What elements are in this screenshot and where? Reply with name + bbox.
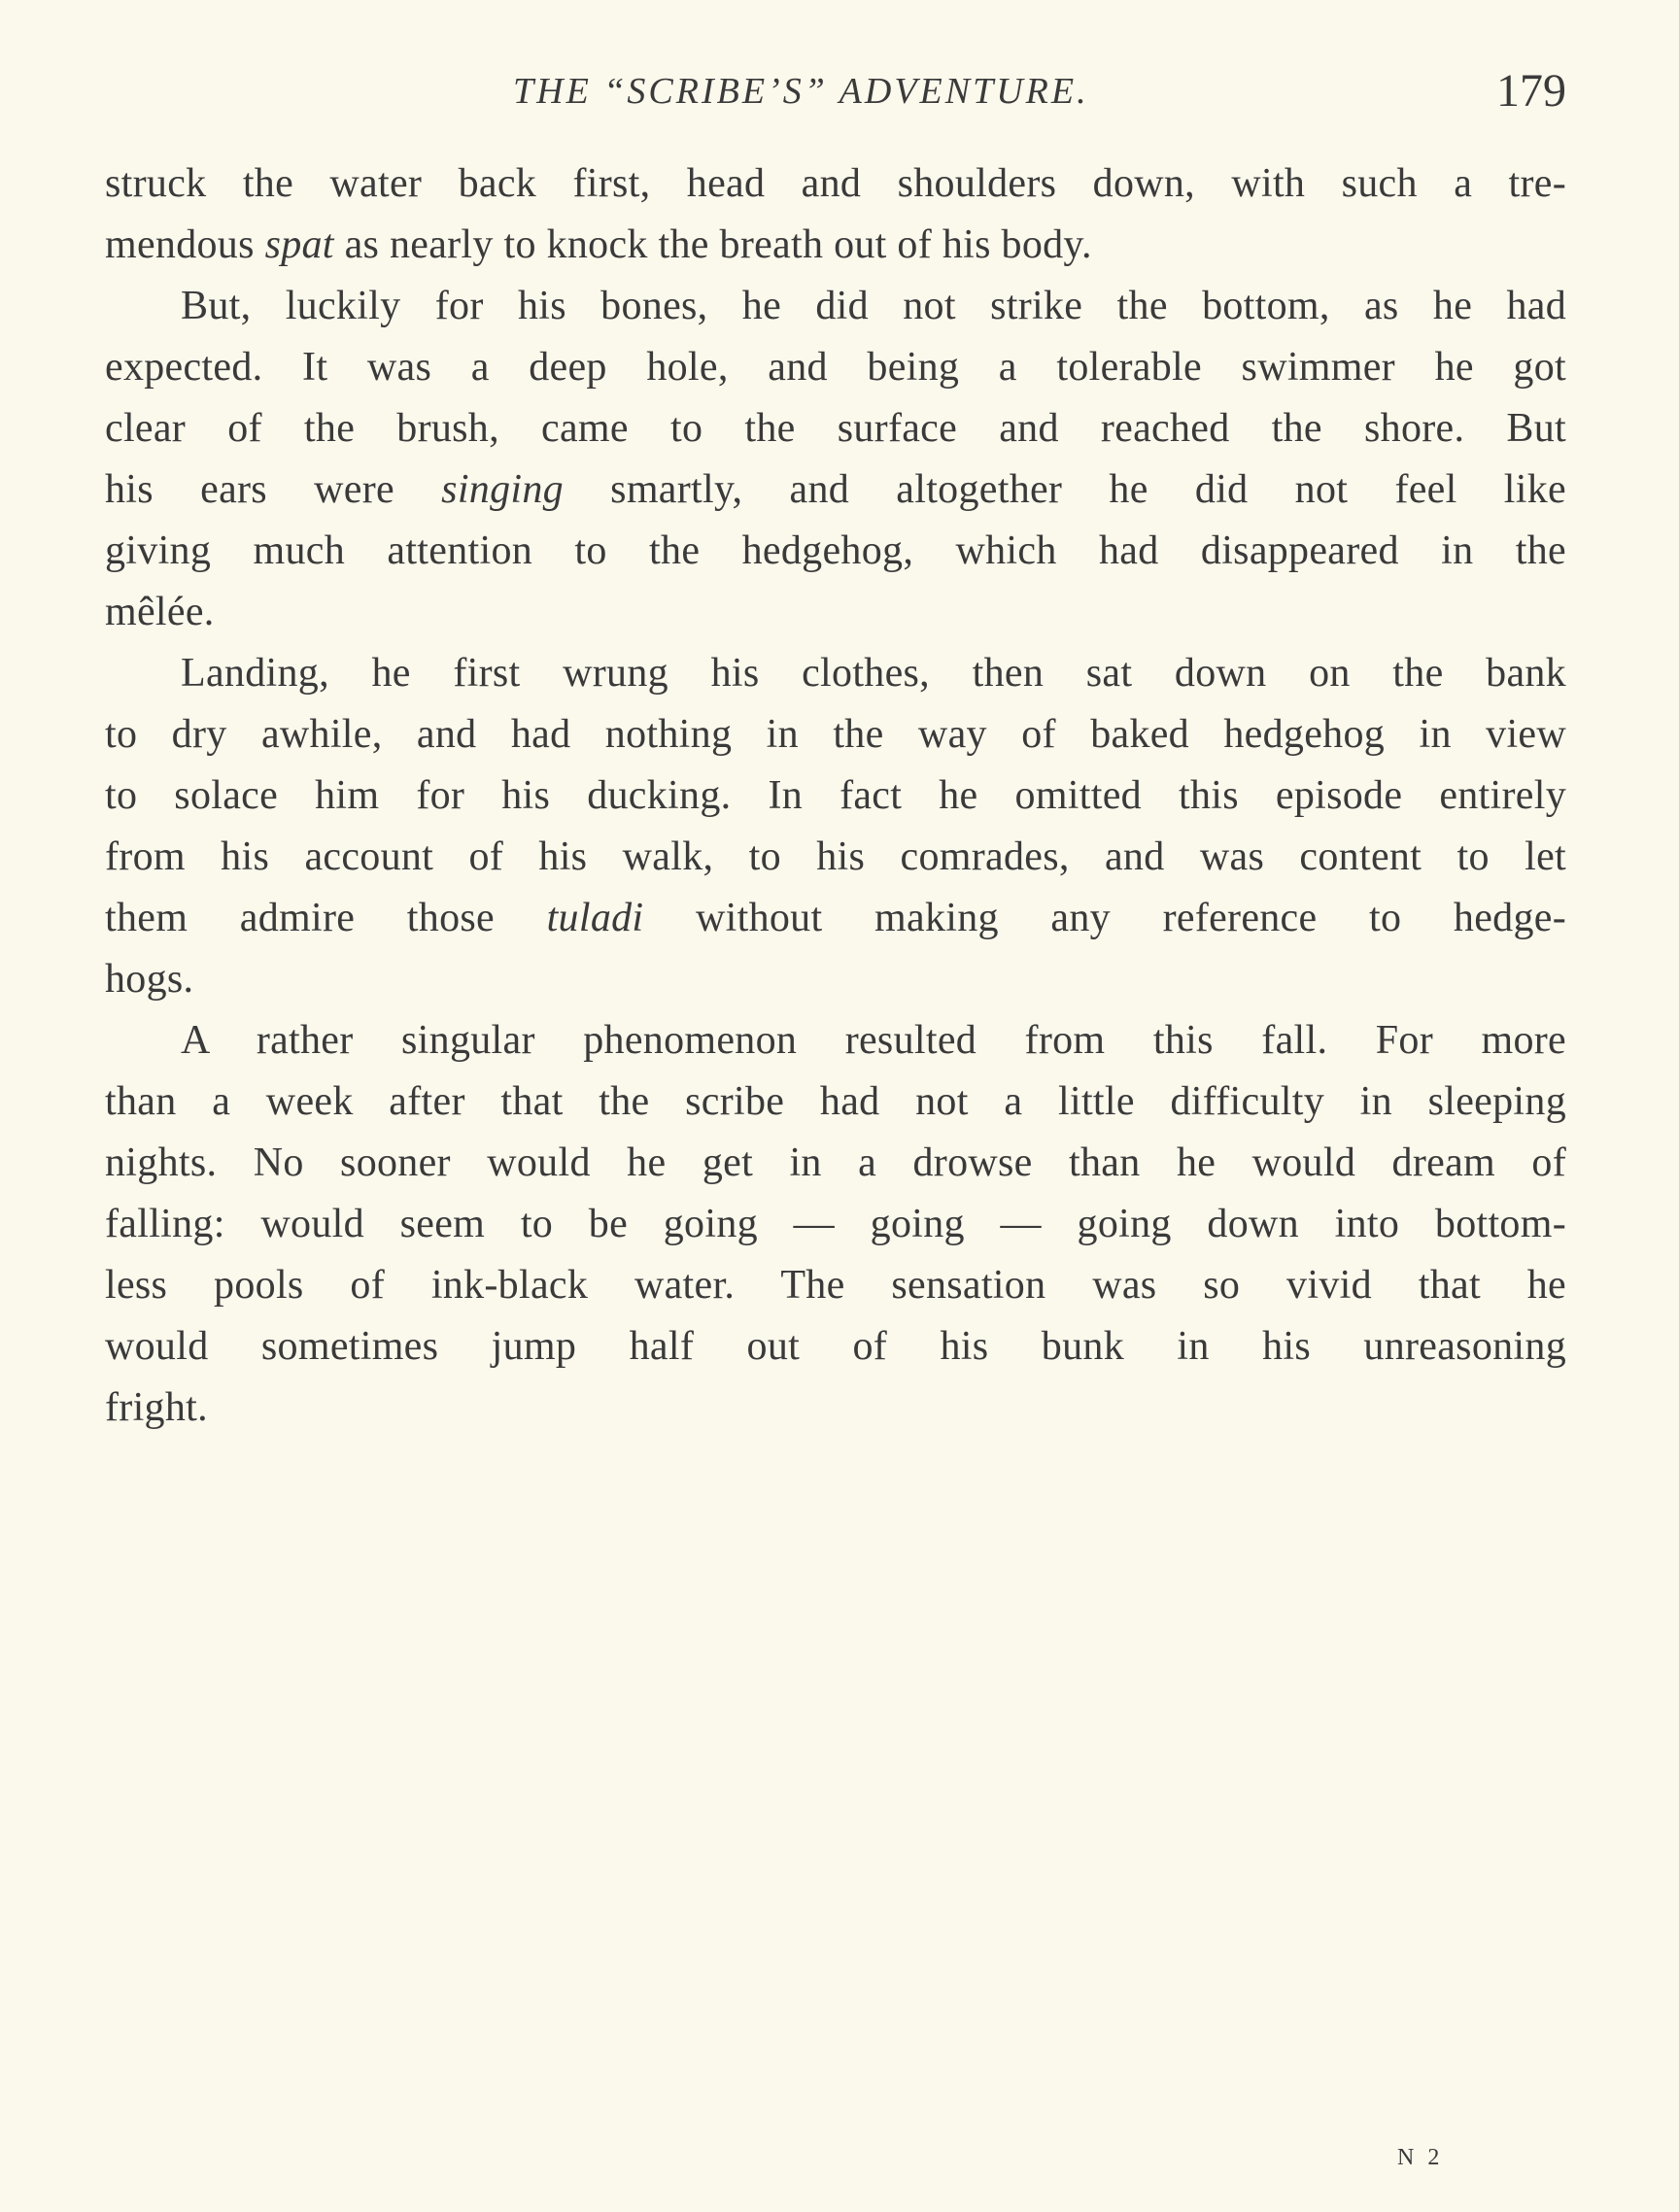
text-line: hogs.: [105, 957, 194, 1002]
text-line: to dry awhile, and had nothing in the way of baked hedgehog in view: [105, 712, 1566, 757]
italic-word: spat: [264, 222, 334, 267]
text-line: expected. It was a deep hole, and being a tolerable swimmer he got: [105, 345, 1566, 390]
text-line: mêlée.: [105, 590, 215, 634]
text-line: nights. No sooner would he get in a drowse than he would dream of: [105, 1140, 1566, 1185]
text-line: Landing, he first wrung his clothes, then sat down on the bank: [181, 651, 1566, 696]
text-line: falling: would seem to be going — going — going down into bottom-: [105, 1202, 1566, 1246]
text-line: his ears were singing smartly, and altogether he did not feel like: [105, 467, 1566, 512]
text-line: mendous spat as nearly to knock the breath out of his body.: [105, 222, 1092, 267]
running-head: [105, 65, 1566, 128]
text-line: to solace him for his ducking. In fact he omitted this episode entirely: [105, 773, 1566, 818]
text-line: But, luckily for his bones, he did not strike the bottom, as he had: [181, 284, 1566, 328]
running-title: THE “SCRIBE’S” ADVENTURE.: [513, 71, 1089, 112]
text-line: fright.: [105, 1385, 208, 1430]
text-line: would sometimes jump half out of his bunk in his unreasoning: [105, 1324, 1566, 1369]
text-line: clear of the brush, came to the surface and reached the shore. But: [105, 406, 1566, 451]
text-line: than a week after that the scribe had not a little difficulty in sleeping: [105, 1079, 1566, 1124]
body-text: [105, 153, 1566, 1439]
italic-word: tuladi: [546, 896, 644, 940]
page-number: 179: [1496, 65, 1566, 117]
text-line: giving much attention to the hedgehog, which had disappeared in the: [105, 528, 1566, 573]
text-line: from his account of his walk, to his comrades, and was content to let: [105, 834, 1566, 879]
text-line: less pools of ink-black water. The sensation was so vivid that he: [105, 1263, 1566, 1308]
text-line: them admire those tuladi without making any reference to hedge-: [105, 896, 1566, 940]
italic-word: singing: [441, 467, 564, 512]
text-line: A rather singular phenomenon resulted from this fall. For more: [181, 1018, 1566, 1063]
signature-mark: N 2: [1397, 2145, 1444, 2170]
text-line: struck the water back first, head and shoulders down, with such a tre-: [105, 161, 1566, 206]
